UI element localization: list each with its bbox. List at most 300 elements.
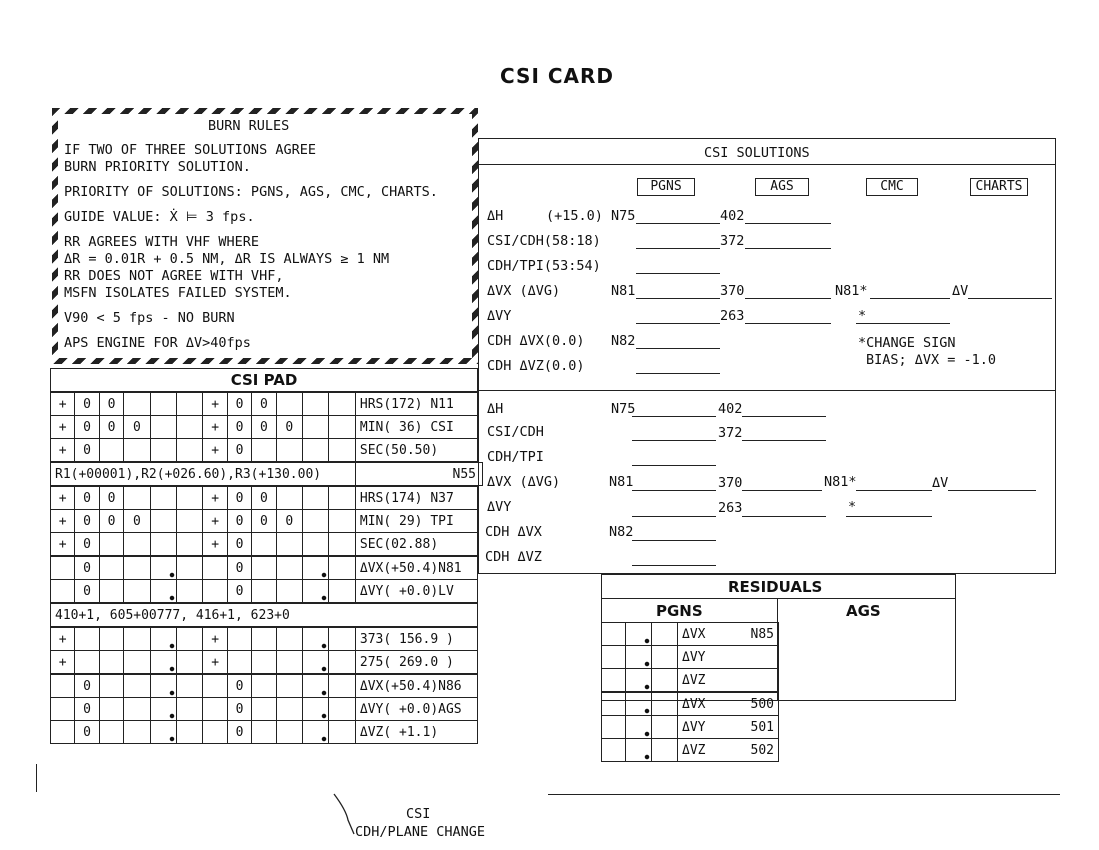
pad-cell[interactable] (252, 580, 276, 603)
pad-cell[interactable]: 0 (252, 393, 276, 416)
pad-cell[interactable] (252, 533, 276, 556)
pad-cell[interactable]: 0 (75, 675, 99, 698)
column-ags: AGS (755, 178, 809, 196)
pad-cell[interactable] (124, 628, 150, 651)
pad-cell[interactable] (177, 510, 203, 533)
pad-cell[interactable] (276, 675, 302, 698)
pad-cell[interactable] (329, 580, 355, 603)
residual-cell[interactable] (626, 693, 652, 716)
pad-cell[interactable] (99, 721, 123, 744)
pad-cell[interactable] (252, 698, 276, 721)
pad-cell[interactable] (150, 416, 176, 439)
pad-cell[interactable] (177, 628, 203, 651)
pad-cell[interactable]: 0 (99, 416, 123, 439)
pad-cell[interactable] (99, 628, 123, 651)
residual-noun: 502 (750, 742, 774, 758)
v402-label-2: 402 (718, 401, 743, 417)
n82-label-2: N82 (609, 524, 634, 540)
residual-cell[interactable] (602, 646, 626, 669)
pad-cell[interactable] (75, 651, 99, 674)
code-line-row (50, 603, 478, 627)
pad-cell[interactable]: 0 (227, 533, 251, 556)
pad-cell[interactable]: 0 (99, 510, 123, 533)
pad-cell[interactable] (303, 628, 329, 651)
pad-row (51, 510, 478, 533)
pad-cell[interactable] (276, 628, 302, 651)
pad-cell[interactable] (150, 557, 176, 580)
residual-cell[interactable] (652, 693, 678, 716)
pad-cell[interactable] (150, 510, 176, 533)
pad-cell[interactable] (276, 721, 302, 744)
v372-label: 372 (720, 233, 745, 249)
dv-label-2: ΔV (932, 475, 949, 491)
pad-cell[interactable] (303, 533, 329, 556)
pad-cell[interactable] (252, 557, 276, 580)
pad-cell[interactable] (329, 487, 355, 510)
v370-label: 370 (720, 283, 745, 299)
residual-cell[interactable] (602, 669, 626, 692)
pad-cell[interactable] (276, 487, 302, 510)
residual-cell[interactable] (652, 716, 678, 739)
pad-cell[interactable] (75, 628, 99, 651)
pad-cell[interactable]: 0 (276, 416, 302, 439)
pad-cell[interactable] (329, 651, 355, 674)
v372-label-2: 372 (718, 425, 743, 441)
cdh-dvx-label-2: CDH ΔVX (485, 524, 542, 540)
csi-cdh-label-2: CSI/CDH (487, 424, 544, 440)
pad-cell[interactable] (276, 393, 302, 416)
pad-cell[interactable] (303, 675, 329, 698)
pad-cell[interactable] (227, 628, 251, 651)
column-charts: CHARTS (970, 178, 1028, 196)
pad-cell[interactable]: 0 (227, 439, 251, 462)
pad-cell[interactable] (303, 580, 329, 603)
pad-row-label: MIN( 36) CSI (355, 416, 477, 439)
residual-row (602, 669, 779, 692)
pad-cell[interactable] (124, 675, 150, 698)
pad-cell[interactable] (51, 698, 75, 721)
pad-row (51, 416, 478, 439)
pad-cell[interactable] (203, 580, 227, 603)
pad-cell[interactable] (303, 416, 329, 439)
pad-cell[interactable] (99, 698, 123, 721)
residual-cell[interactable] (626, 669, 652, 692)
pad-row-label: 275( 269.0 ) (355, 651, 477, 674)
residual-cell[interactable] (652, 623, 678, 646)
pad-cell[interactable]: + (203, 510, 227, 533)
pad-cell[interactable]: 0 (75, 533, 99, 556)
pad-cell[interactable]: + (51, 510, 75, 533)
pad-cell[interactable] (124, 439, 150, 462)
footer-csi: CSI (406, 806, 431, 822)
pad-cell[interactable] (276, 698, 302, 721)
burn-rule-line: ΔR = 0.01R + 0.5 NM, ΔR IS ALWAYS ≥ 1 NM (64, 251, 390, 267)
pad-row-label: ΔVX(+50.4)N86 (355, 675, 477, 698)
pad-cell[interactable] (303, 651, 329, 674)
pad-cell[interactable]: 0 (75, 510, 99, 533)
r-line-row (50, 462, 483, 486)
pad-row (51, 675, 478, 698)
code-line: 410+1, 605+00777, 416+1, 623+0 (51, 604, 478, 627)
pad-row-label: HRS(174) N37 (355, 487, 477, 510)
residuals-grid (601, 622, 956, 762)
pad-cell[interactable] (177, 651, 203, 674)
column-cmc: CMC (866, 178, 918, 196)
pad-cell[interactable] (203, 698, 227, 721)
v263-label: 263 (720, 308, 745, 324)
residual-label (678, 646, 779, 669)
pad-cell[interactable] (252, 439, 276, 462)
pad-cell[interactable] (252, 628, 276, 651)
pad-cell[interactable] (150, 628, 176, 651)
pad-cell[interactable]: 0 (75, 393, 99, 416)
pad-cell[interactable] (329, 721, 355, 744)
pad-row (51, 393, 478, 416)
pad-cell[interactable] (99, 557, 123, 580)
pad-cell[interactable] (303, 393, 329, 416)
pad-cell[interactable]: 0 (252, 487, 276, 510)
pad-cell[interactable] (99, 675, 123, 698)
residual-label (678, 669, 779, 692)
residuals-ags-table (601, 692, 779, 762)
pad-row-label: MIN( 29) TPI (355, 510, 477, 533)
dvx-label: ΔVX (ΔVG) (487, 283, 561, 299)
pad-cell[interactable] (124, 721, 150, 744)
csi-solutions-heading: CSI SOLUTIONS (704, 145, 810, 161)
pad-cell[interactable] (329, 416, 355, 439)
pad-cell[interactable] (276, 557, 302, 580)
residual-cell[interactable] (626, 623, 652, 646)
pad-row-label: ΔVY( +0.0)AGS (355, 698, 477, 721)
pad-cell[interactable] (329, 393, 355, 416)
residual-component: ΔVY (682, 719, 706, 735)
residual-row (602, 623, 779, 646)
residual-component: ΔVX (682, 626, 706, 642)
residual-label (678, 739, 779, 762)
residuals-pgns-heading: PGNS (656, 602, 703, 620)
pad-cell[interactable] (150, 698, 176, 721)
pad-cell[interactable]: + (203, 651, 227, 674)
pad-cell[interactable] (150, 721, 176, 744)
pad-cell[interactable] (150, 487, 176, 510)
cdh-dvx-label: CDH ΔVX(0.0) (487, 333, 585, 349)
pad-cell[interactable] (303, 557, 329, 580)
pad-cell[interactable]: + (51, 533, 75, 556)
pad-cell[interactable] (203, 675, 227, 698)
pad-cell[interactable] (150, 393, 176, 416)
pad-cell[interactable]: 0 (227, 416, 251, 439)
pad-cell[interactable] (203, 721, 227, 744)
pad-cell[interactable]: 0 (75, 721, 99, 744)
pad-cell[interactable] (177, 721, 203, 744)
residual-row (602, 693, 779, 716)
residual-label (678, 623, 779, 646)
pad-cell[interactable] (150, 439, 176, 462)
pad-row-label: SEC(02.88) (355, 533, 477, 556)
pad-cell[interactable] (303, 510, 329, 533)
block3 (50, 556, 478, 603)
pad-cell[interactable] (329, 557, 355, 580)
residual-cell[interactable] (626, 716, 652, 739)
dh-label: ΔH (487, 208, 504, 224)
pad-cell[interactable] (124, 487, 150, 510)
residual-noun: N85 (750, 626, 774, 642)
residual-component: ΔVZ (682, 672, 706, 688)
pad-cell[interactable] (124, 580, 150, 603)
pad-cell[interactable] (177, 557, 203, 580)
pad-cell[interactable] (252, 721, 276, 744)
burn-rule-line: RR AGREES WITH VHF WHERE (64, 234, 260, 250)
pad-cell[interactable] (124, 698, 150, 721)
pad-row (51, 557, 478, 580)
residual-row (602, 646, 779, 669)
pad-cell[interactable] (329, 533, 355, 556)
pad-cell[interactable]: 0 (75, 487, 99, 510)
pad-cell[interactable]: 0 (75, 557, 99, 580)
pad-cell[interactable]: + (51, 628, 75, 651)
burn-rule-line: GUIDE VALUE: Ẋ ⊨ 3 fps. (64, 209, 255, 225)
star-label: * (858, 308, 867, 324)
pad-cell[interactable] (99, 580, 123, 603)
burn-rule-line: RR DOES NOT AGREE WITH VHF, (64, 268, 284, 284)
residual-component: ΔVX (682, 696, 706, 712)
residual-cell[interactable] (602, 623, 626, 646)
pad-row (51, 628, 478, 651)
residual-noun: 501 (750, 719, 774, 735)
residual-cell[interactable] (602, 716, 626, 739)
v370-label-2: 370 (718, 475, 743, 491)
pad-cell[interactable] (150, 580, 176, 603)
residual-row (602, 716, 779, 739)
pad-cell[interactable] (150, 651, 176, 674)
pad-row-label: ΔVY( +0.0)LV (355, 580, 477, 603)
pad-cell[interactable]: 0 (227, 393, 251, 416)
pad-cell[interactable]: 0 (124, 510, 150, 533)
page-title: CSI CARD (500, 64, 615, 88)
pad-row-label: ΔVX(+50.4)N81 (355, 557, 477, 580)
pad-cell[interactable] (203, 557, 227, 580)
n81-label-2: N81 (609, 474, 634, 490)
residuals-ags-heading: AGS (846, 602, 881, 620)
pad-cell[interactable] (124, 651, 150, 674)
pad-cell[interactable]: 0 (99, 487, 123, 510)
residual-component: ΔVY (682, 649, 706, 665)
bias-note: BIAS; ΔVX = -1.0 (866, 352, 997, 368)
cdh-tpi-label: CDH/TPI(53:54) (487, 258, 601, 274)
pad-cell[interactable] (303, 439, 329, 462)
pad-cell[interactable] (99, 651, 123, 674)
pad-cell[interactable] (177, 416, 203, 439)
pad-row (51, 698, 478, 721)
block5 (50, 674, 478, 744)
n75-label: N75 (611, 208, 636, 224)
pad-row-label: 373( 156.9 ) (355, 628, 477, 651)
residual-label (678, 716, 779, 739)
pad-cell[interactable] (124, 533, 150, 556)
dvx-label-2: ΔVX (ΔVG) (487, 474, 561, 490)
pad-cell[interactable]: 0 (227, 580, 251, 603)
pad-cell[interactable] (177, 393, 203, 416)
block4 (50, 627, 478, 674)
pad-cell[interactable] (329, 675, 355, 698)
pad-row (51, 439, 478, 462)
pad-cell[interactable] (329, 628, 355, 651)
pad-cell[interactable] (51, 675, 75, 698)
block1 (50, 392, 478, 462)
residual-row (602, 739, 779, 762)
pad-cell[interactable]: + (51, 487, 75, 510)
pad-cell[interactable]: 0 (276, 510, 302, 533)
r-noun: N55 (356, 463, 483, 486)
residual-component: ΔVZ (682, 742, 706, 758)
pad-cell[interactable] (276, 580, 302, 603)
pad-row-label: SEC(50.50) (355, 439, 477, 462)
residual-cell[interactable] (626, 739, 652, 762)
pad-cell[interactable] (124, 557, 150, 580)
cdh-dvz-label-2: CDH ΔVZ (485, 549, 542, 565)
csi-pad-header (50, 368, 478, 392)
dvy-label: ΔVY (487, 308, 512, 324)
n81-star-label: N81* (835, 283, 868, 299)
pad-cell[interactable]: 0 (227, 675, 251, 698)
pad-cell[interactable]: + (203, 533, 227, 556)
pad-cell[interactable]: 0 (227, 698, 251, 721)
pad-cell[interactable]: 0 (75, 698, 99, 721)
burn-rules-heading: BURN RULES (208, 118, 290, 134)
csi-pad-heading: CSI PAD (230, 371, 298, 389)
pad-cell[interactable]: 0 (227, 721, 251, 744)
burn-rule-line: V90 < 5 fps - NO BURN (64, 310, 235, 326)
pad-cell[interactable]: 0 (252, 416, 276, 439)
pad-cell[interactable] (177, 675, 203, 698)
pad-cell[interactable] (51, 557, 75, 580)
pad-cell[interactable] (177, 439, 203, 462)
pad-cell[interactable]: 0 (227, 487, 251, 510)
residuals-pgns-table (601, 622, 779, 692)
pad-cell[interactable]: + (203, 416, 227, 439)
pad-cell[interactable] (177, 533, 203, 556)
pad-cell[interactable] (252, 675, 276, 698)
pad-cell[interactable] (150, 533, 176, 556)
n81-star-label-2: N81* (824, 474, 857, 490)
pad-cell[interactable] (227, 651, 251, 674)
csi-cdh-label: CSI/CDH(58:18) (487, 233, 601, 249)
burn-rule-line: APS ENGINE FOR ΔV>40fps (64, 335, 251, 351)
pad-cell[interactable] (276, 651, 302, 674)
pad-cell[interactable]: + (203, 628, 227, 651)
burn-rule-line: PRIORITY OF SOLUTIONS: PGNS, AGS, CMC, CHARTS. (64, 184, 438, 200)
residual-cell[interactable] (602, 739, 626, 762)
dh-label-2: ΔH (487, 401, 504, 417)
pad-cell[interactable]: 0 (252, 510, 276, 533)
pad-cell[interactable]: + (51, 439, 75, 462)
pad-cell[interactable] (303, 721, 329, 744)
block2 (50, 486, 478, 556)
pad-cell[interactable] (303, 698, 329, 721)
pad-cell[interactable] (329, 510, 355, 533)
v402-label: 402 (720, 208, 745, 224)
cdh-dvz-label: CDH ΔVZ(0.0) (487, 358, 585, 374)
pad-cell[interactable]: 0 (124, 416, 150, 439)
n75-label-2: N75 (611, 401, 636, 417)
residual-cell[interactable] (602, 693, 626, 716)
burn-rule-line: BURN PRIORITY SOLUTION. (64, 159, 251, 175)
pad-cell[interactable] (303, 487, 329, 510)
pad-row (51, 533, 478, 556)
n81-label: N81 (611, 283, 636, 299)
pad-cell[interactable]: + (203, 393, 227, 416)
pad-cell[interactable] (177, 487, 203, 510)
pad-cell[interactable] (124, 393, 150, 416)
pad-row (51, 651, 478, 674)
pad-cell[interactable]: + (51, 651, 75, 674)
pad-cell[interactable] (177, 580, 203, 603)
pad-cell[interactable]: 0 (75, 416, 99, 439)
pad-cell[interactable] (51, 580, 75, 603)
pad-cell[interactable] (177, 698, 203, 721)
pad-cell[interactable]: 0 (75, 580, 99, 603)
n82-label: N82 (611, 333, 636, 349)
star-label-2: * (848, 499, 857, 515)
pad-cell[interactable]: + (51, 416, 75, 439)
residual-cell[interactable] (652, 646, 678, 669)
pad-cell[interactable] (51, 721, 75, 744)
pad-cell[interactable]: 0 (227, 557, 251, 580)
pad-cell[interactable]: + (203, 487, 227, 510)
pad-row (51, 580, 478, 603)
pad-row-label: ΔVZ( +1.1) (355, 721, 477, 744)
burn-rule-line: MSFN ISOLATES FAILED SYSTEM. (64, 285, 292, 301)
column-pgns: PGNS (637, 178, 695, 196)
pad-row (51, 721, 478, 744)
residual-noun: 500 (750, 696, 774, 712)
pad-cell[interactable] (276, 533, 302, 556)
pad-cell[interactable] (150, 675, 176, 698)
pad-cell[interactable]: 0 (99, 393, 123, 416)
margin-mark (36, 764, 37, 792)
pad-cell[interactable] (329, 439, 355, 462)
pad-row (51, 487, 478, 510)
dh-value: (+15.0) (546, 208, 603, 224)
residual-cell[interactable] (626, 646, 652, 669)
footer-cdh-plane-change: CDH/PLANE CHANGE (355, 824, 486, 840)
pad-cell[interactable] (276, 439, 302, 462)
pad-cell[interactable]: 0 (75, 439, 99, 462)
r-line: R1(+00001),R2(+026.60),R3(+130.00) (51, 463, 356, 486)
pad-cell[interactable] (99, 439, 123, 462)
dv-label: ΔV (952, 283, 969, 299)
pad-cell[interactable]: + (51, 393, 75, 416)
pad-row-label: HRS(172) N11 (355, 393, 477, 416)
change-sign-note: *CHANGE SIGN (858, 335, 956, 351)
footer-rule (548, 794, 1060, 795)
residual-cell[interactable] (652, 669, 678, 692)
dvy-label-2: ΔVY (487, 499, 512, 515)
residuals-heading: RESIDUALS (728, 578, 823, 596)
pad-cell[interactable] (252, 651, 276, 674)
pad-cell[interactable] (99, 533, 123, 556)
residual-label (678, 693, 779, 716)
pad-cell[interactable] (329, 698, 355, 721)
cdh-tpi-label-2: CDH/TPI (487, 449, 544, 465)
pad-cell[interactable]: 0 (227, 510, 251, 533)
csi-pad-grid (50, 392, 478, 744)
residual-cell[interactable] (652, 739, 678, 762)
pad-cell[interactable]: + (203, 439, 227, 462)
v263-label-2: 263 (718, 500, 743, 516)
burn-rule-line: IF TWO OF THREE SOLUTIONS AGREE (64, 142, 316, 158)
footer-bracket-icon (330, 790, 360, 840)
